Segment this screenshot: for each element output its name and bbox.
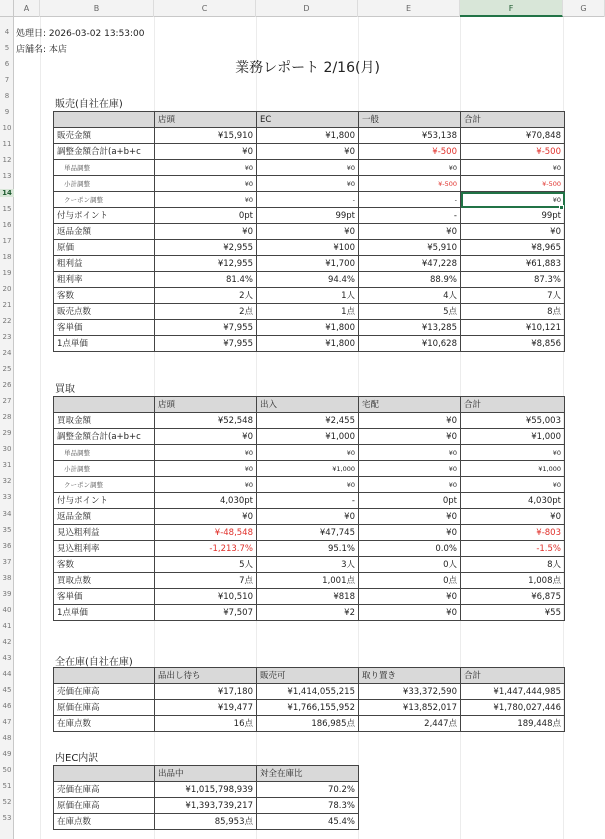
row-header-35[interactable]: 35 [2, 525, 12, 534]
row-header-22[interactable]: 22 [2, 316, 12, 325]
purchase-header-cell[interactable]: 店頭 [155, 397, 257, 413]
row-label[interactable]: クーポン調整 [54, 477, 155, 493]
row-label[interactable]: 原価在庫高 [54, 700, 155, 716]
sales-header-cell[interactable]: 店頭 [155, 112, 257, 128]
value-cell[interactable]: ¥0 [461, 224, 565, 240]
value-cell[interactable]: 4,030pt [461, 493, 565, 509]
value-cell[interactable]: ¥53,138 [359, 128, 461, 144]
row-header-17[interactable]: 17 [2, 236, 12, 245]
value-cell[interactable]: ¥0 [155, 477, 257, 493]
fill-handle[interactable] [559, 205, 564, 210]
table-row [54, 798, 359, 814]
sales-header-cell[interactable]: EC [257, 112, 359, 128]
table-row [54, 445, 565, 461]
ec_breakdown-header-row [54, 766, 359, 782]
value-cell[interactable]: ¥70,848 [461, 128, 565, 144]
value-cell[interactable]: ¥55,003 [461, 413, 565, 429]
row-label[interactable]: 1点単価 [54, 605, 155, 621]
row-label[interactable]: 粗利益 [54, 256, 155, 272]
row-header-27[interactable]: 27 [2, 397, 12, 406]
row-header-16[interactable]: 16 [2, 220, 12, 229]
value-cell[interactable]: ¥0 [155, 429, 257, 445]
value-cell[interactable]: 0点 [359, 573, 461, 589]
row-header-25[interactable]: 25 [2, 365, 12, 374]
row-header-11[interactable]: 11 [2, 140, 12, 149]
row-label[interactable]: 返品金額 [54, 509, 155, 525]
sales-header-row [54, 112, 565, 128]
row-header-4[interactable]: 4 [4, 28, 10, 36]
value-cell[interactable]: ¥7,955 [155, 320, 257, 336]
row-label[interactable]: 見込粗利率 [54, 541, 155, 557]
table-row [54, 684, 565, 700]
sales-header-cell[interactable]: 合計 [461, 112, 565, 128]
value-cell[interactable]: ¥0 [461, 477, 565, 493]
value-cell[interactable]: -1,213.7% [155, 541, 257, 557]
table-row [54, 224, 565, 240]
row-label[interactable]: 付与ポイント [54, 208, 155, 224]
row-label[interactable]: 単品調整 [54, 160, 155, 176]
value-cell[interactable]: 99pt [461, 208, 565, 224]
value-cell[interactable]: ¥1,000 [461, 461, 565, 477]
sales-section-title: 販売(自社在庫) [55, 99, 123, 110]
value-cell[interactable]: 2,447点 [359, 716, 461, 732]
purchase-section-title: 買取 [55, 384, 75, 395]
table-row [54, 700, 565, 716]
row-label[interactable]: 原価在庫高 [54, 798, 155, 814]
value-cell[interactable]: ¥8,856 [461, 336, 565, 352]
table-row [54, 557, 565, 573]
value-cell[interactable]: 95.1% [257, 541, 359, 557]
value-cell[interactable]: 85,953点 [155, 814, 257, 830]
value-cell[interactable]: ¥0 [257, 160, 359, 176]
table-row [54, 605, 565, 621]
row-header-36[interactable]: 36 [2, 541, 12, 550]
value-cell[interactable]: 8点 [461, 304, 565, 320]
row-label[interactable]: 小計調整 [54, 461, 155, 477]
purchase-header-cell[interactable] [54, 397, 155, 413]
inventory-header-cell[interactable]: 品出し待ち [155, 668, 257, 684]
value-cell[interactable]: - [257, 192, 359, 208]
value-cell[interactable]: 0.0% [359, 541, 461, 557]
column-header-c[interactable]: C [154, 0, 256, 17]
row-header-42[interactable]: 42 [2, 637, 12, 646]
processed-date-line [16, 26, 145, 39]
ec_breakdown-header-cell[interactable]: 出品中 [155, 766, 257, 782]
table-row [54, 272, 565, 288]
value-cell[interactable]: 8人 [461, 557, 565, 573]
column-header-bar [0, 0, 605, 17]
store-name-value[interactable]: 本店 [48, 45, 67, 55]
value-cell[interactable]: ¥1,447,444,985 [461, 684, 565, 700]
inventory-table [53, 667, 565, 732]
row-header-38[interactable]: 38 [2, 573, 12, 582]
table-row [54, 814, 359, 830]
value-cell[interactable]: ¥17,180 [155, 684, 257, 700]
value-cell[interactable]: ¥-500 [359, 176, 461, 192]
table-row [54, 493, 565, 509]
value-cell[interactable]: ¥0 [155, 509, 257, 525]
report-title: 業務レポート 2/16(月) [235, 60, 380, 76]
table-row [54, 176, 565, 192]
row-header-30[interactable]: 30 [2, 445, 12, 454]
table-row [54, 336, 565, 352]
value-cell[interactable]: ¥0 [359, 461, 461, 477]
value-cell[interactable]: ¥0 [359, 445, 461, 461]
value-cell[interactable]: ¥12,955 [155, 256, 257, 272]
value-cell[interactable]: 0人 [359, 557, 461, 573]
processed-date-label: 処理日: [16, 29, 47, 39]
value-cell[interactable]: ¥52,548 [155, 413, 257, 429]
value-cell[interactable]: ¥-500 [461, 176, 565, 192]
table-row [54, 304, 565, 320]
value-cell[interactable]: ¥100 [257, 240, 359, 256]
value-cell[interactable]: ¥1,000 [461, 429, 565, 445]
row-header-10[interactable]: 10 [2, 124, 12, 133]
row-header-15[interactable]: 15 [2, 204, 12, 213]
column-header-b[interactable]: B [40, 0, 154, 17]
value-cell[interactable]: ¥10,628 [359, 336, 461, 352]
value-cell[interactable]: ¥0 [257, 144, 359, 160]
row-header-21[interactable]: 21 [2, 300, 12, 309]
store-name-label: 店舗名: [16, 45, 47, 55]
row-header-52[interactable]: 52 [2, 798, 12, 807]
value-cell[interactable]: ¥0 [155, 192, 257, 208]
value-cell[interactable]: - [359, 208, 461, 224]
value-cell[interactable]: ¥7,507 [155, 605, 257, 621]
value-cell[interactable]: 5人 [155, 557, 257, 573]
row-header-41[interactable]: 41 [2, 621, 12, 630]
value-cell[interactable]: ¥0 [257, 176, 359, 192]
ec-breakdown-table [53, 765, 359, 830]
sales-table [53, 111, 565, 352]
value-cell[interactable]: ¥5,910 [359, 240, 461, 256]
row-header-49[interactable]: 49 [2, 750, 12, 759]
row-label[interactable]: 客数 [54, 557, 155, 573]
row-label[interactable]: 販売金額 [54, 128, 155, 144]
value-cell[interactable]: ¥8,965 [461, 240, 565, 256]
row-label[interactable]: 単品調整 [54, 445, 155, 461]
value-cell[interactable]: 189,448点 [461, 716, 565, 732]
value-cell[interactable]: ¥19,477 [155, 700, 257, 716]
row-header-32[interactable]: 32 [2, 477, 12, 486]
row-header-12[interactable]: 12 [2, 156, 12, 165]
value-cell[interactable]: ¥47,228 [359, 256, 461, 272]
row-header-13[interactable]: 13 [2, 172, 12, 181]
value-cell[interactable]: ¥0 [461, 509, 565, 525]
value-cell[interactable]: ¥6,875 [461, 589, 565, 605]
table-row [54, 240, 565, 256]
row-label[interactable]: 客単価 [54, 589, 155, 605]
ec-breakdown-section-title: 内EC内訳 [55, 753, 99, 764]
value-cell[interactable]: ¥0 [359, 509, 461, 525]
value-cell[interactable]: ¥1,015,798,939 [155, 782, 257, 798]
inventory-header-cell[interactable]: 販売可 [257, 668, 359, 684]
row-label[interactable]: 在庫点数 [54, 716, 155, 732]
row-header-43[interactable]: 43 [2, 653, 12, 662]
value-cell[interactable]: ¥0 [359, 160, 461, 176]
row-header-23[interactable]: 23 [2, 332, 12, 341]
value-cell[interactable]: 1点 [257, 304, 359, 320]
row-label[interactable]: 付与ポイント [54, 493, 155, 509]
row-label[interactable]: 見込粗利益 [54, 525, 155, 541]
value-cell[interactable]: ¥33,372,590 [359, 684, 461, 700]
value-cell[interactable]: ¥0 [155, 445, 257, 461]
table-row [54, 541, 565, 557]
row-header-14[interactable]: 14 [0, 189, 14, 197]
value-cell[interactable]: ¥10,121 [461, 320, 565, 336]
value-cell[interactable]: ¥0 [257, 477, 359, 493]
value-cell[interactable]: ¥2,955 [155, 240, 257, 256]
row-header-26[interactable]: 26 [2, 381, 12, 390]
row-label[interactable]: 粗利率 [54, 272, 155, 288]
column-header-g[interactable]: G [563, 0, 605, 17]
table-row [54, 477, 565, 493]
value-cell[interactable]: ¥55 [461, 605, 565, 621]
value-cell[interactable]: ¥0 [155, 176, 257, 192]
value-cell[interactable]: ¥2 [257, 605, 359, 621]
value-cell[interactable]: ¥0 [257, 445, 359, 461]
row-label[interactable]: 買取金額 [54, 413, 155, 429]
inventory-header-cell[interactable] [54, 668, 155, 684]
row-label[interactable]: 調整金額合計(a+b+c [54, 144, 155, 160]
column-header-f[interactable]: F [460, 0, 563, 17]
value-cell[interactable]: ¥1,414,055,215 [257, 684, 359, 700]
purchase-header-cell[interactable]: 合計 [461, 397, 565, 413]
table-row [54, 288, 565, 304]
value-cell[interactable]: ¥47,745 [257, 525, 359, 541]
row-header-45[interactable]: 45 [2, 686, 12, 695]
table-row [54, 429, 565, 445]
row-label[interactable]: 小計調整 [54, 176, 155, 192]
table-row [54, 144, 565, 160]
value-cell[interactable]: ¥1,393,739,217 [155, 798, 257, 814]
row-header-51[interactable]: 51 [2, 782, 12, 791]
row-label[interactable]: 売価在庫高 [54, 782, 155, 798]
table-row [54, 509, 565, 525]
purchase-header-cell[interactable]: 出入 [257, 397, 359, 413]
table-row [54, 413, 565, 429]
value-cell[interactable]: ¥0 [155, 461, 257, 477]
row-header-18[interactable]: 18 [2, 252, 12, 261]
value-cell[interactable]: ¥0 [359, 589, 461, 605]
table-row [54, 256, 565, 272]
row-label[interactable]: 1点単価 [54, 336, 155, 352]
row-header-5[interactable]: 5 [4, 44, 10, 53]
value-cell[interactable]: ¥0 [359, 525, 461, 541]
value-cell[interactable]: 88.9% [359, 272, 461, 288]
value-cell[interactable]: ¥1,700 [257, 256, 359, 272]
row-header-33[interactable]: 33 [2, 493, 12, 502]
value-cell[interactable]: ¥-500 [461, 144, 565, 160]
value-cell[interactable]: 1人 [257, 288, 359, 304]
row-label[interactable]: 原価 [54, 240, 155, 256]
value-cell[interactable]: ¥1,800 [257, 128, 359, 144]
active-cell[interactable]: ¥0 [461, 192, 565, 208]
purchase-header-cell[interactable]: 宅配 [359, 397, 461, 413]
value-cell[interactable]: 81.4% [155, 272, 257, 288]
value-cell[interactable]: ¥7,955 [155, 336, 257, 352]
row-header-bar [0, 17, 14, 839]
value-cell[interactable]: ¥2,455 [257, 413, 359, 429]
value-cell[interactable]: 0pt [155, 208, 257, 224]
value-cell[interactable]: - [359, 192, 461, 208]
row-header-39[interactable]: 39 [2, 589, 12, 598]
value-cell[interactable]: 3人 [257, 557, 359, 573]
inventory-section-title: 全在庫(自社在庫) [55, 657, 133, 668]
row-label[interactable]: 客数 [54, 288, 155, 304]
value-cell[interactable]: ¥1,800 [257, 320, 359, 336]
ec_breakdown-header-cell[interactable] [54, 766, 155, 782]
table-row [54, 461, 565, 477]
value-cell[interactable]: 1,008点 [461, 573, 565, 589]
row-header-24[interactable]: 24 [2, 349, 12, 357]
value-cell[interactable]: 2点 [155, 304, 257, 320]
value-cell[interactable]: ¥1,800 [257, 336, 359, 352]
table-row [54, 320, 565, 336]
row-header-46[interactable]: 46 [2, 702, 12, 711]
ec_breakdown-header-cell[interactable]: 対全在庫比 [257, 766, 359, 782]
value-cell[interactable]: ¥0 [257, 509, 359, 525]
value-cell[interactable]: 0pt [359, 493, 461, 509]
table-row [54, 208, 565, 224]
value-cell[interactable]: ¥818 [257, 589, 359, 605]
store-name-line [16, 42, 67, 55]
row-header-40[interactable]: 40 [2, 605, 12, 614]
value-cell[interactable]: 4人 [359, 288, 461, 304]
value-cell[interactable]: ¥1,780,027,446 [461, 700, 565, 716]
select-all-corner[interactable] [0, 0, 14, 17]
row-label[interactable]: クーポン調整 [54, 192, 155, 208]
value-cell[interactable]: 45.4% [257, 814, 359, 830]
row-header-44[interactable]: 44 [2, 670, 12, 678]
row-header-9[interactable]: 9 [4, 108, 10, 117]
value-cell[interactable]: ¥-803 [461, 525, 565, 541]
value-cell[interactable]: ¥0 [461, 445, 565, 461]
value-cell[interactable]: ¥13,285 [359, 320, 461, 336]
inventory-header-cell[interactable]: 合計 [461, 668, 565, 684]
purchase-table [53, 396, 565, 621]
table-row [54, 782, 359, 798]
value-cell[interactable]: ¥0 [359, 605, 461, 621]
value-cell[interactable]: 5点 [359, 304, 461, 320]
row-header-37[interactable]: 37 [2, 557, 12, 566]
value-cell[interactable]: ¥0 [359, 224, 461, 240]
row-header-20[interactable]: 20 [2, 284, 12, 293]
value-cell[interactable]: ¥0 [359, 477, 461, 493]
sales-header-cell[interactable] [54, 112, 155, 128]
value-cell[interactable]: 87.3% [461, 272, 565, 288]
row-header-28[interactable]: 28 [2, 413, 12, 422]
table-row [54, 573, 565, 589]
row-header-48[interactable]: 48 [2, 734, 12, 743]
row-header-53[interactable]: 53 [2, 814, 12, 823]
column-header-a[interactable]: A [14, 0, 40, 17]
row-header-7[interactable]: 7 [4, 76, 10, 85]
row-header-31[interactable]: 31 [2, 461, 12, 470]
table-row [54, 716, 565, 732]
value-cell[interactable]: 186,985点 [257, 716, 359, 732]
value-cell[interactable]: 4,030pt [155, 493, 257, 509]
purchase-header-row [54, 397, 565, 413]
row-header-8[interactable]: 8 [4, 92, 10, 101]
value-cell[interactable]: ¥0 [155, 160, 257, 176]
value-cell[interactable]: ¥0 [461, 160, 565, 176]
value-cell[interactable]: -1.5% [461, 541, 565, 557]
row-header-50[interactable]: 50 [2, 766, 12, 775]
table-row [54, 589, 565, 605]
table-row [54, 128, 565, 144]
value-cell[interactable]: 99pt [257, 208, 359, 224]
value-cell[interactable]: 16点 [155, 716, 257, 732]
table-row [54, 525, 565, 541]
row-header-47[interactable]: 47 [2, 718, 12, 727]
value-cell[interactable]: ¥0 [155, 144, 257, 160]
row-header-6[interactable]: 6 [4, 60, 10, 69]
row-header-19[interactable]: 19 [2, 268, 12, 277]
row-header-34[interactable]: 34 [2, 509, 12, 518]
column-header-d[interactable]: D [256, 0, 358, 17]
inventory-header-cell[interactable]: 取り置き [359, 668, 461, 684]
value-cell[interactable]: ¥13,852,017 [359, 700, 461, 716]
value-cell[interactable]: 7人 [461, 288, 565, 304]
value-cell[interactable]: ¥1,000 [257, 461, 359, 477]
row-label[interactable]: 買取点数 [54, 573, 155, 589]
sales-header-cell[interactable]: 一般 [359, 112, 461, 128]
row-label[interactable]: 在庫点数 [54, 814, 155, 830]
value-cell[interactable]: ¥0 [359, 429, 461, 445]
value-cell[interactable]: ¥0 [155, 224, 257, 240]
value-cell[interactable]: ¥1,000 [257, 429, 359, 445]
processed-date-value[interactable]: 2026-03-02 13:53:00 [48, 29, 145, 39]
row-label[interactable]: 客単価 [54, 320, 155, 336]
table-row [54, 160, 565, 176]
row-label[interactable]: 調整金額合計(a+b+c [54, 429, 155, 445]
column-header-e[interactable]: E [358, 0, 460, 17]
value-cell[interactable]: ¥1,766,155,952 [257, 700, 359, 716]
value-cell[interactable]: ¥0 [359, 413, 461, 429]
value-cell[interactable]: - [257, 493, 359, 509]
value-cell[interactable]: 1,001点 [257, 573, 359, 589]
value-cell[interactable]: 94.4% [257, 272, 359, 288]
row-label[interactable]: 売価在庫高 [54, 684, 155, 700]
value-cell[interactable]: ¥-48,548 [155, 525, 257, 541]
value-cell[interactable]: ¥61,883 [461, 256, 565, 272]
table-row [54, 192, 565, 208]
column-gridline [40, 17, 41, 839]
row-label[interactable]: 販売点数 [54, 304, 155, 320]
value-cell[interactable]: ¥-500 [359, 144, 461, 160]
value-cell[interactable]: ¥0 [257, 224, 359, 240]
value-cell[interactable]: ¥15,910 [155, 128, 257, 144]
row-label[interactable]: 返品金額 [54, 224, 155, 240]
value-cell[interactable]: 7点 [155, 573, 257, 589]
inventory-header-row [54, 668, 565, 684]
row-header-29[interactable]: 29 [2, 429, 12, 438]
value-cell[interactable]: ¥10,510 [155, 589, 257, 605]
value-cell[interactable]: 78.3% [257, 798, 359, 814]
value-cell[interactable]: 70.2% [257, 782, 359, 798]
value-cell[interactable]: 2人 [155, 288, 257, 304]
